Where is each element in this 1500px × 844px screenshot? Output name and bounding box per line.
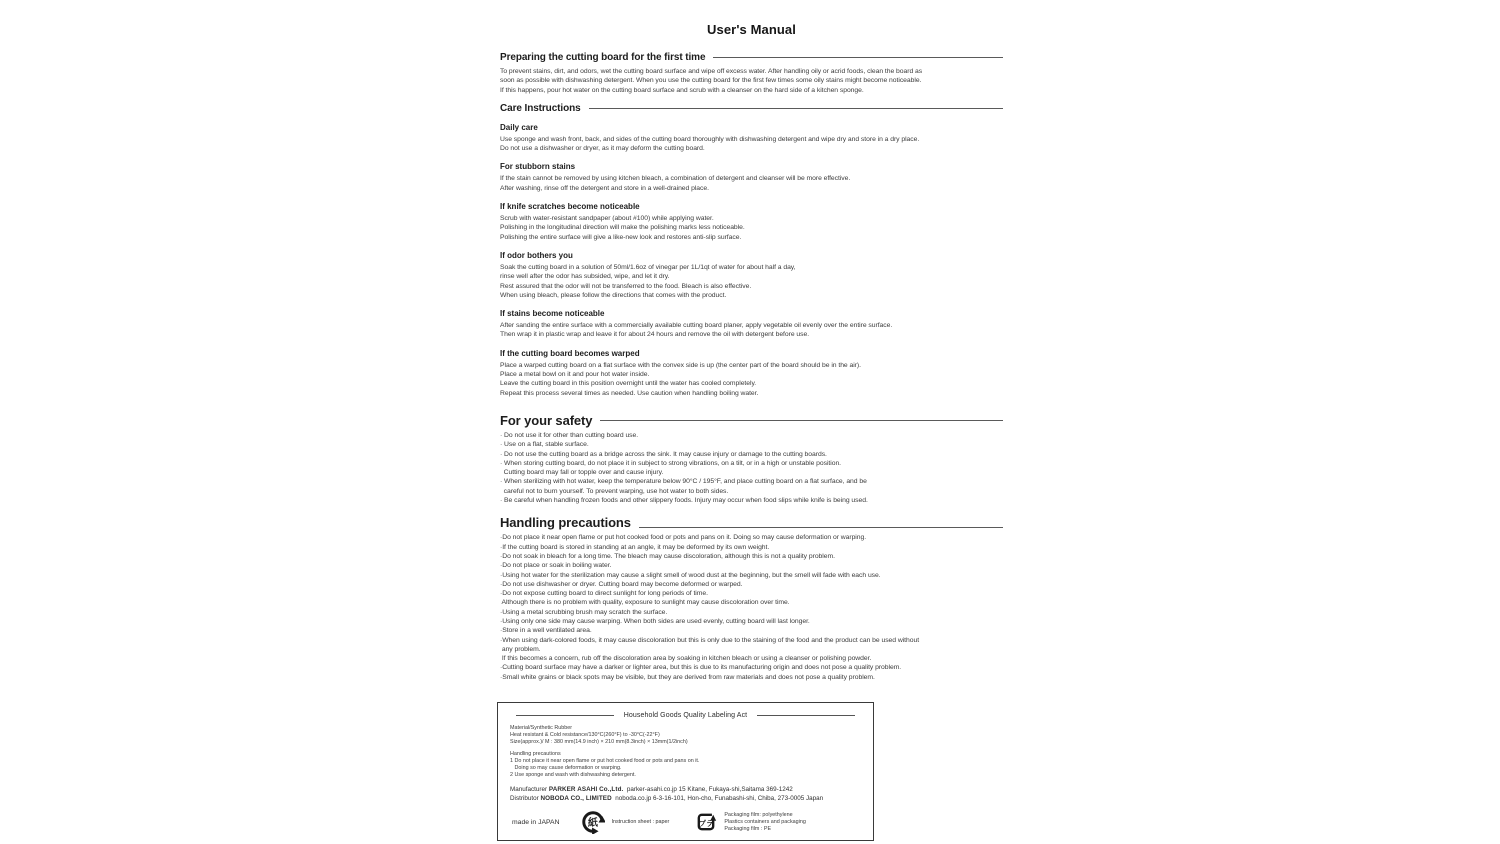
- packaging-notes: [724, 812, 806, 832]
- made-in-label: made in JAPAN: [512, 818, 560, 826]
- distributor-address: noboda.co.jp 6-3-16-101, Hon-cho, Funabashi-shi, Chiba, 273-0005 Japan: [611, 794, 824, 802]
- paragraph-line: Scrub with water-resistant sandpaper (about #100) while applying water.: [500, 215, 714, 223]
- paragraph-line: If this happens, pour hot water on the cutting board surface and scrub with a cleanser on the hard side of a kitchen sponge.: [500, 86, 864, 94]
- bullet-line: If this becomes a concern, rub off the discoloration area by soaking in kitchen bleach or using a cleanser or polishing powder.: [500, 655, 872, 663]
- plastic-recycling-icon: [695, 811, 717, 833]
- box-bottom-row: [512, 810, 873, 834]
- bullet-line: careful not to burn yourself. To prevent warping, use hot water to both sides.: [500, 487, 729, 495]
- bullet-line: · Do not use the cutting board as a bridge across the sink. It may cause injury or damage to the cutting boards.: [500, 450, 827, 458]
- paragraph-line: After sanding the entire surface with a commercially available cutting board planer, apply vegetable oil evenly over the entire surface.: [500, 322, 893, 330]
- box-handling-title: Handling precautions: [510, 751, 561, 758]
- paragraph-line: Rest assured that the odor will not be transferred to the food. Bleach is also effective.: [500, 282, 752, 290]
- subsection-heading: For stubborn stains: [500, 162, 576, 172]
- bullet-line: · When sterilizing with hot water, keep the temperature below 90°C / 195°F, and place cutting board on a flat surface, and be: [500, 478, 867, 486]
- bullet-line: · When storing cutting board, do not place it in subject to strong vibrations, on a tilt, or in a high or unstable position.: [500, 459, 842, 467]
- packaging-note-line: Packaging film : PE: [724, 825, 772, 832]
- paragraph-line: If the stain cannot be removed by using kitchen bleach, a combination of detergent and cleanser will be more effective.: [500, 175, 851, 183]
- subsection-heading: Daily care: [500, 122, 538, 132]
- paragraph-line: Do not use a dishwasher or dryer, as it may deform the cutting board.: [500, 145, 705, 153]
- paragraph-line: Place a warped cutting board on a flat surface with the convex side is up (the center part of the board should be in the air).: [500, 361, 861, 369]
- paragraph-line: Use sponge and wash front, back, and sides of the cutting board thoroughly with dishwashing detergent and wipe dry and store in a dry place.: [500, 135, 920, 143]
- bullet-line: · Be careful when handling frozen foods and other slippery foods. Injury may occur when food slips while knife is being used.: [500, 497, 868, 505]
- bullet-line: ·Small white grains or black spots may be visible, but they are derived from raw materials and does not pose a quality problem.: [500, 673, 875, 681]
- spec-line: Size(approx.)/ M : 380 mm(14.9 inch) × 210 mm(8.3inch) × 13mm(1/2inch): [510, 739, 688, 746]
- paragraph-line: When using bleach, please follow the directions that comes with the product.: [500, 291, 727, 299]
- subsection-stains-noticeable: [500, 309, 1003, 340]
- heading-rule: [589, 108, 1003, 109]
- safety-list: [500, 431, 1003, 505]
- bullet-line: ·Do not place it near open flame or put hot cooked food or pots and pans on it. Doing so may cause deformation or warping.: [500, 534, 867, 542]
- bullet-line: ·Using a metal scrubbing brush may scratch the surface.: [500, 608, 668, 616]
- heading-rule: [600, 420, 1003, 421]
- manufacturer-line: [510, 786, 873, 795]
- bullet-line: · Use on a flat, stable surface.: [500, 441, 589, 449]
- section-heading-handling-label: Handling precautions: [500, 515, 631, 531]
- section-heading-handling: [500, 515, 1003, 530]
- packaging-note-line: Plastics containers and packaging: [724, 818, 806, 825]
- subsection-warped: [500, 349, 1003, 398]
- section-heading-preparing: [500, 52, 1003, 63]
- bullet-line: ·If the cutting board is stored in standing at an angle, it may be deformed by its own weight.: [500, 543, 770, 551]
- bullet-line: ·Using only one side may cause warping. When both sides are used evenly, cutting board will last longer.: [500, 617, 810, 625]
- subsection-heading: If the cutting board becomes warped: [500, 348, 640, 358]
- distributor-name: NOBODA CO., LIMITED: [540, 794, 612, 802]
- bullet-line: ·When using dark-colored foods, it may cause discoloration but this is only due to the staining of the food and the product can be used without: [500, 636, 920, 644]
- manual-document: [500, 0, 1003, 841]
- bullet-line: · Do not use it for other than cutting board use.: [500, 431, 639, 439]
- section-heading-care-label: Care Instructions: [500, 102, 581, 114]
- box-handling-block: [510, 751, 873, 779]
- heading-rule: [713, 57, 1003, 58]
- bullet-line: ·Using hot water for the sterilization may cause a slight smell of wood dust at the beginning, but the smell will fade with each use.: [500, 571, 881, 579]
- paragraph-line: To prevent stains, dirt, and odors, wet the cutting board surface and wipe off excess water. After handling oily or acrid foods, clean the board as: [500, 68, 923, 75]
- spec-block: [510, 725, 873, 746]
- paper-recycling-icon: [581, 810, 605, 834]
- spec-line: Material/Synthetic Rubber: [510, 725, 573, 732]
- bullet-line: ·Do not use dishwasher or dryer. Cutting board may become deformed or warped.: [500, 580, 743, 588]
- bullet-line: ·Do not soak in bleach for a long time. The bleach may cause discoloration, although this is not a quality problem.: [500, 552, 835, 560]
- subsection-heading: If stains become noticeable: [500, 309, 605, 319]
- subsection-stubborn-stains: [500, 162, 1003, 193]
- bullet-line: Although there is no problem with quality, exposure to sunlight may cause discoloration over time.: [500, 599, 790, 607]
- title-rule-right: [757, 715, 855, 716]
- preparing-paragraph: [500, 67, 1003, 95]
- subsection-heading: If odor bothers you: [500, 250, 573, 260]
- manufacturer-address: parker-asahi.co.jp 15 Kitane, Fukaya-shi,Saitama 369-1242: [623, 786, 793, 794]
- section-heading-preparing-label: Preparing the cutting board for the first time: [500, 52, 706, 63]
- paragraph-line: rinse well after the odor has subsided, wipe, and let it dry.: [500, 273, 670, 281]
- subsection-daily-care: [500, 123, 1003, 154]
- subsection-knife-scratches: [500, 202, 1003, 242]
- paragraph-line: Repeat this process several times as needed. Use caution when handling boiling water.: [500, 389, 759, 397]
- distributor-line: [510, 795, 873, 804]
- paragraph-line: After washing, rinse off the detergent and store in a well-drained place.: [500, 184, 709, 192]
- box-handling-line: 1 Do not place it near open flame or put hot cooked food or pots and pans on it.: [510, 758, 700, 765]
- labeling-box-title-row: [498, 712, 873, 719]
- subsection-heading: If knife scratches become noticeable: [500, 202, 640, 212]
- paragraph-line: Place a metal bowl on it and pour hot water inside.: [500, 371, 650, 379]
- section-heading-safety: [500, 413, 1003, 428]
- plastic-mark-kana: プラ: [699, 819, 714, 829]
- section-heading-safety-label: For your safety: [500, 412, 593, 428]
- title-rule-left: [516, 715, 614, 716]
- labeling-box-title: Household Goods Quality Labeling Act: [623, 712, 748, 720]
- bullet-line: ·Do not place or soak in boiling water.: [500, 562, 612, 570]
- company-block: [510, 786, 873, 803]
- box-handling-line: Doing so may cause deformation or warping.: [510, 765, 622, 772]
- paragraph-line: Soak the cutting board in a solution of 50ml/1.6oz of vinegar per 1L/1qt of water for about half a day,: [500, 263, 796, 271]
- page-title: User's Manual: [707, 22, 796, 37]
- subsection-odor: [500, 251, 1003, 300]
- paragraph-line: soon as possible with dishwashing detergent. When you use the cutting board for the first few times some oily stains might become noticeable.: [500, 77, 922, 85]
- paragraph-line: Polishing in the longitudinal direction will make the polishing marks less noticeable.: [500, 224, 745, 232]
- manufacturer-name: PARKER ASAHI Co.,Ltd.: [548, 786, 624, 794]
- box-handling-line: 2 Use sponge and wash with dishwashing detergent.: [510, 772, 636, 779]
- quality-labeling-box: [497, 702, 874, 841]
- paper-mark-kanji: 紙: [588, 818, 599, 830]
- spec-line: Heat resistant & Cold resistance/130°C(260°F) to -30°C(-22°F): [510, 732, 660, 739]
- bullet-line: Cutting board may fall or topple over and cause injury.: [500, 469, 664, 477]
- packaging-note-line: Packaging film: polyethylene: [724, 812, 793, 819]
- bullet-line: ·Cutting board surface may have a darker or lighter area, but this is due to its manufacturing origin and does not pose a quality problem.: [500, 664, 902, 672]
- heading-rule: [639, 527, 1003, 528]
- manufacturer-label: Manufacturer: [510, 786, 549, 794]
- distributor-label: Distributor: [510, 794, 541, 802]
- paragraph-line: Polishing the entire surface will give a like-new look and restores anti-slip surface.: [500, 233, 742, 241]
- bullet-line: ·Store in a well ventilated area.: [500, 627, 592, 635]
- bullet-line: ·Do not expose cutting board to direct sunlight for long periods of time.: [500, 590, 708, 598]
- handling-list: [500, 533, 1003, 682]
- paragraph-line: Leave the cutting board in this position overnight until the water has cooled completely.: [500, 380, 757, 388]
- section-heading-care: [500, 103, 1003, 114]
- bullet-line: any problem.: [500, 645, 541, 653]
- paper-note: Instruction sheet : paper: [611, 818, 670, 825]
- paragraph-line: Then wrap it in plastic wrap and leave it for about 24 hours and remove the oil with detergent before use.: [500, 331, 810, 339]
